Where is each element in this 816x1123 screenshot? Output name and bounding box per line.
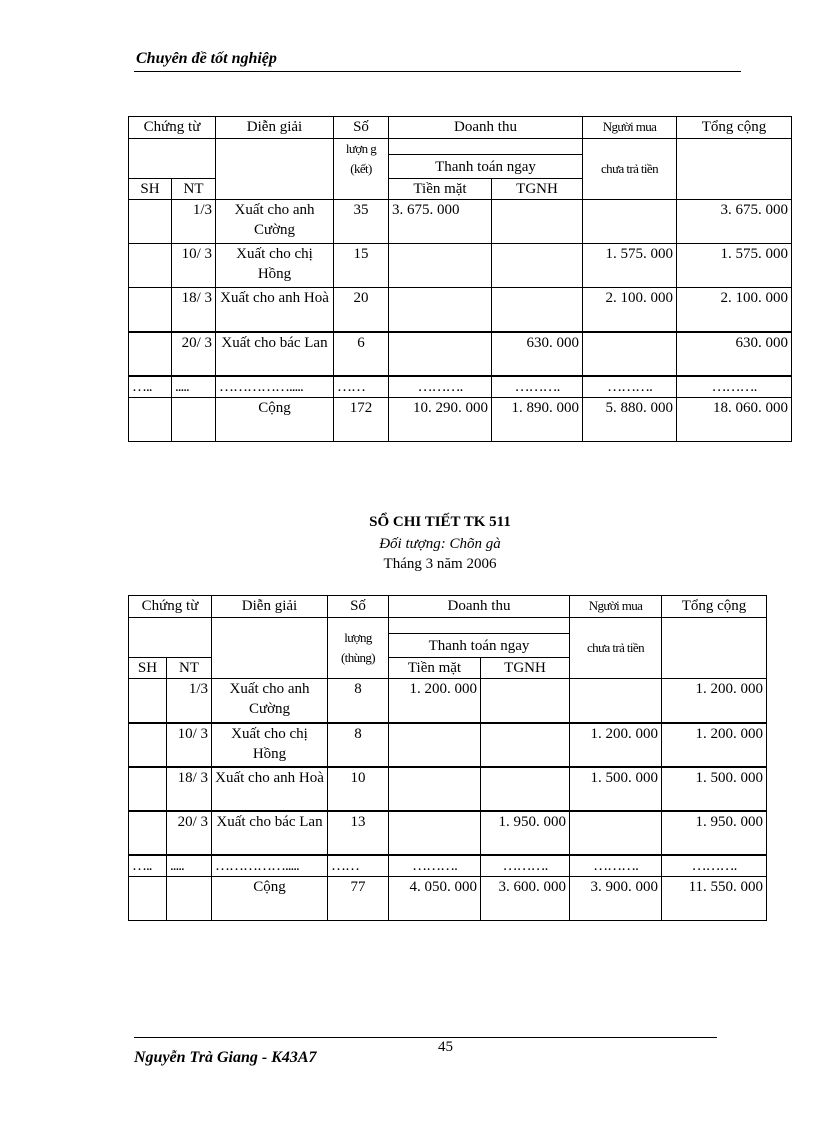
header-so: Số xyxy=(334,117,389,139)
header-thanh-toan-ngay: Thanh toán ngay xyxy=(389,155,583,179)
header-nguoi-mua: Người mua xyxy=(583,117,677,139)
table-row: 10/ 3 Xuất cho chị Hồng 8 1. 200. 000 1. 200. 000 xyxy=(129,723,767,767)
header-so: Số xyxy=(328,596,389,618)
page-number: 45 xyxy=(438,1039,453,1055)
header-chung-tu: Chứng từ xyxy=(129,117,216,139)
footer-author: Nguyễn Trà Giang - K43A7 xyxy=(134,1049,317,1066)
header-chung-tu: Chứng từ xyxy=(129,596,212,618)
table-row-dots: ….. ..... ……………..... …… ………. ………. ………. ………. xyxy=(129,376,792,398)
header-tong-cong: Tổng cộng xyxy=(662,596,767,618)
sales-ledger-table-2 xyxy=(128,595,767,921)
table-row: 1/3 Xuất cho anh Cường 35 3. 675. 000 3. 675. 000 xyxy=(129,200,792,244)
header-so-luong: lượng (thùng) xyxy=(328,618,389,679)
header-nt: NT xyxy=(172,179,216,200)
document-header-title: Chuyên đề tốt nghiệp xyxy=(136,50,277,67)
table-row: 1/3 Xuất cho anh Cường 8 1. 200. 000 1. 200. 000 xyxy=(129,679,767,723)
section-period: Tháng 3 năm 2006 xyxy=(383,556,497,572)
header-dien-giai: Diễn giải xyxy=(216,117,334,139)
header-rule xyxy=(134,71,741,72)
table-total-row: Cộng 77 4. 050. 000 3. 600. 000 3. 900. 000 11. 550. 000 xyxy=(129,876,767,920)
header-dien-giai: Diễn giải xyxy=(212,596,328,618)
header-nguoi-mua: Người mua xyxy=(570,596,662,618)
footer-rule xyxy=(134,1037,717,1038)
table-row: 18/ 3 Xuất cho anh Hoà 20 2. 100. 000 2. 100. 000 xyxy=(129,288,792,332)
table-row-dots: ….. ..... ……………..... …… ………. ………. ………. ………. xyxy=(129,855,767,877)
header-tien-mat: Tiền mặt xyxy=(389,179,492,200)
header-tong-cong: Tổng cộng xyxy=(677,117,792,139)
header-tien-mat: Tiền mặt xyxy=(389,658,481,679)
header-sh: SH xyxy=(129,658,167,679)
table-row: 18/ 3 Xuất cho anh Hoà 10 1. 500. 000 1. 500. 000 xyxy=(129,767,767,811)
header-tgnh: TGNH xyxy=(481,658,570,679)
section-title: SỔ CHI TIẾT TK 511 xyxy=(369,514,511,530)
table-row: 10/ 3 Xuất cho chị Hồng 15 1. 575. 000 1. 575. 000 xyxy=(129,244,792,288)
header-sh: SH xyxy=(129,179,172,200)
table-row: 20/ 3 Xuất cho bác Lan 13 1. 950. 000 1. 950. 000 xyxy=(129,811,767,855)
table-total-row: Cộng 172 10. 290. 000 1. 890. 000 5. 880. 000 18. 060. 000 xyxy=(129,397,792,441)
header-thanh-toan-ngay: Thanh toán ngay xyxy=(389,634,570,658)
header-so-luong: lượn g (kết) xyxy=(334,139,389,200)
header-doanh-thu: Doanh thu xyxy=(389,117,583,139)
table-row: 20/ 3 Xuất cho bác Lan 6 630. 000 630. 000 xyxy=(129,332,792,376)
sales-ledger-table-1 xyxy=(128,116,792,442)
header-chua-tra-tien: chưa trả tiền xyxy=(583,139,677,200)
header-tgnh: TGNH xyxy=(492,179,583,200)
section-subject: Đối tượng: Chõn gà xyxy=(379,536,501,552)
header-doanh-thu: Doanh thu xyxy=(389,596,570,618)
header-nt: NT xyxy=(167,658,212,679)
header-chua-tra-tien: chưa trả tiền xyxy=(570,618,662,679)
